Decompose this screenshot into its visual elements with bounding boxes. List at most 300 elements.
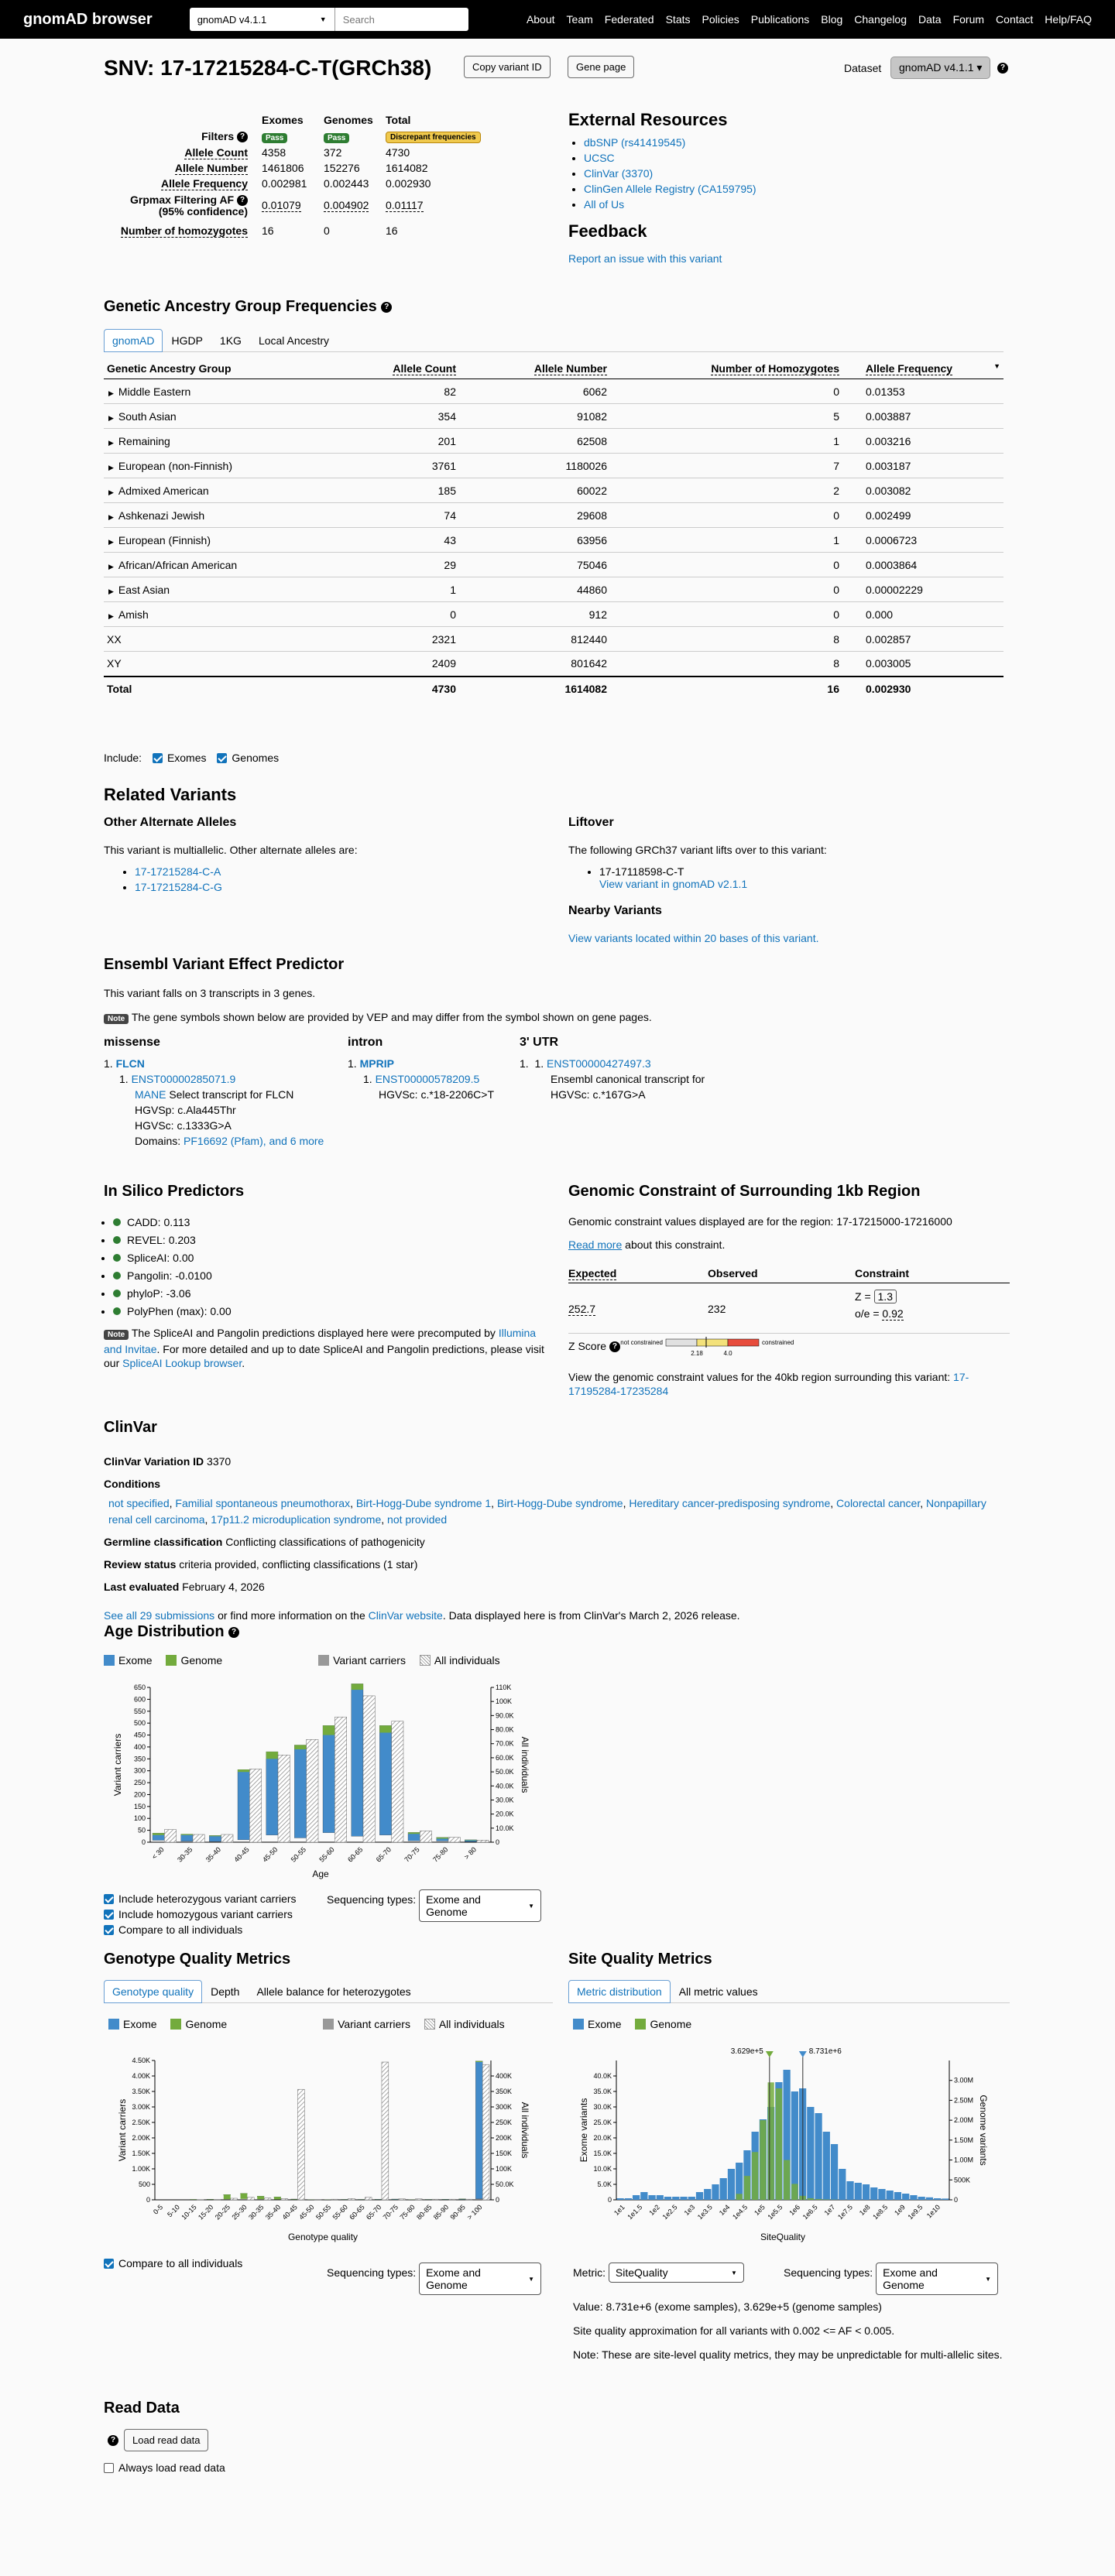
- legend-carriers-swatch: [318, 1655, 329, 1666]
- age-seq-type: Sequencing types: Exome and Genome ▼: [327, 1889, 541, 1922]
- y2-axis-label: Genome variants: [978, 2095, 989, 2166]
- y2-tick-label: 20.0K: [496, 1810, 514, 1818]
- region-link[interactable]: 17-17195284-17235284: [568, 1371, 969, 1397]
- x-tick-label: 60-65: [348, 2203, 366, 2221]
- x-tick-label: 70-75: [403, 1845, 421, 1864]
- x-tick-label: 75-80: [431, 1845, 450, 1864]
- always-load-row: Always load read data: [104, 2461, 225, 2474]
- y2-tick-label: 60.0K: [496, 1753, 514, 1762]
- external-link-item: [584, 183, 1002, 195]
- all-individuals-bar: [363, 1696, 375, 1842]
- tab-allele-balance-for-heterozygotes[interactable]: Allele balance for heterozygotes: [256, 1985, 411, 1998]
- report-issue-link[interactable]: Report an issue with this variant: [568, 252, 722, 265]
- ancestry-row[interactable]: ▶ Remaining 201 62508 1 0.003216: [104, 429, 1004, 454]
- x-tick-label: 90-95: [448, 2203, 467, 2221]
- x-tick-label: 65-70: [374, 1845, 393, 1864]
- feedback-title: Feedback: [568, 221, 647, 241]
- external-link-item: [584, 167, 1002, 180]
- y-tick-label: 10.0K: [593, 2165, 612, 2173]
- condition-link[interactable]: not provided: [387, 1513, 448, 1526]
- all-individuals-bar: [278, 1755, 290, 1842]
- condition-link[interactable]: not specified: [108, 1497, 170, 1509]
- tab-local-ancestry[interactable]: Local Ancestry: [258, 334, 329, 347]
- zscore-bar: Z Score ? not constrained constrained 2.18 4.0: [568, 1333, 1010, 1352]
- tab-gnomad[interactable]: gnomAD: [104, 329, 163, 352]
- y2-tick-label: 1.00M: [954, 2156, 974, 2164]
- genome-bar: [760, 2120, 766, 2200]
- exome-bar: [323, 1725, 334, 1832]
- condition-link[interactable]: Birt-Hogg-Dube syndrome 1: [355, 1497, 492, 1509]
- y-tick-label: 0: [146, 2196, 150, 2204]
- marker-label: 3.629e+5: [730, 2047, 763, 2056]
- y2-tick-label: 80.0K: [496, 1725, 514, 1734]
- y-tick-label: 150: [133, 1802, 146, 1810]
- expand-icon[interactable]: ▶: [108, 537, 114, 546]
- x-tick-label: 1e9: [893, 2203, 907, 2218]
- x-tick-label: 1e2: [647, 2203, 661, 2218]
- alt-allele-link[interactable]: 17-17215284-C-G: [135, 881, 222, 893]
- y2-tick-label: 200K: [496, 2134, 513, 2142]
- x-tick-label: 40-45: [232, 1845, 251, 1864]
- expand-icon[interactable]: ▶: [108, 463, 114, 471]
- status-dot-icon: [113, 1254, 121, 1262]
- include-genomes-checkbox[interactable]: [217, 753, 227, 763]
- nav-link-data[interactable]: Data: [918, 13, 942, 26]
- tab-metric-distribution[interactable]: Metric distribution: [568, 1980, 671, 2003]
- genome-bar: [815, 2199, 822, 2200]
- expand-icon[interactable]: ▶: [108, 488, 114, 496]
- y-axis-label: Exome variants: [578, 2098, 589, 2163]
- condition-link[interactable]: Colorectal cancer: [836, 1497, 921, 1509]
- all-individuals-bar: [281, 2198, 288, 2200]
- ancestry-row[interactable]: ▶ European (Finnish) 43 63956 1 0.0006723: [104, 528, 1004, 553]
- illumina-link[interactable]: Illumina and Invitae: [104, 1327, 537, 1355]
- ancestry-row[interactable]: ▶ Admixed American 185 60022 2 0.003082: [104, 478, 1004, 503]
- insilico-item: • CADD: 0.113: [113, 1216, 232, 1228]
- x-tick-label: 1e3.5: [695, 2203, 714, 2221]
- condition-link[interactable]: Nonpapillary renal cell carcinoma: [108, 1497, 986, 1526]
- copy-variant-id-button[interactable]: Copy variant ID: [464, 56, 551, 78]
- nearby-variants-link[interactable]: View variants located within 20 bases of this variant.: [568, 932, 819, 944]
- gq-legend: Exome Genome Variant carriers All individuals: [108, 2018, 558, 2030]
- y2-tick-label: 350K: [496, 2088, 513, 2095]
- nav-link-contact[interactable]: Contact: [996, 13, 1034, 26]
- nav-links: [515, 13, 1092, 26]
- expand-icon[interactable]: ▶: [108, 438, 114, 447]
- exome-bar: [657, 2195, 664, 2200]
- view-in-v2-link[interactable]: View variant in gnomAD v2.1.1: [599, 878, 748, 890]
- y-tick-label: 450: [133, 1731, 146, 1739]
- external-link[interactable]: ClinVar (3370): [584, 167, 654, 180]
- external-link-item: [584, 152, 1002, 164]
- y2-tick-label: 2.50M: [954, 2096, 974, 2105]
- y-tick-label: 500: [138, 2180, 150, 2188]
- x-tick-label: 35-40: [263, 2203, 283, 2221]
- exome-bar: [640, 2192, 647, 2200]
- exome-bar: [625, 2198, 632, 2200]
- other-alternate-alleles: Other Alternate Alleles This variant is multiallelic. Other alternate alleles are: • 17-17215284-C-A • 17-17215284-C-G: [104, 816, 537, 896]
- ancestry-title: Genetic Ancestry Group Frequencies ?: [104, 298, 392, 316]
- age-chart: [104, 1680, 553, 1881]
- all-individuals-bar: [482, 2064, 489, 2200]
- exome-bar: [823, 2132, 830, 2200]
- constraint-table: Expected Observed Constraint 252.7 232 Z = 1.3 o/e = 0.92: [568, 1264, 1010, 1327]
- gq-chart: [104, 2043, 553, 2245]
- nav-link-changelog[interactable]: Changelog: [854, 13, 907, 26]
- external-link-item: [584, 198, 1002, 211]
- marker-label: 8.731e+6: [808, 2047, 842, 2056]
- exome-bar: [942, 2198, 949, 2200]
- exome-bar: [831, 2144, 838, 2200]
- exome-bar: [617, 2198, 624, 2200]
- expand-icon[interactable]: ▶: [108, 587, 114, 595]
- grpmax-genomes[interactable]: 0.004902: [324, 198, 369, 211]
- th-allele-number[interactable]: Allele Number: [533, 362, 607, 375]
- nav-link-policies[interactable]: Policies: [702, 13, 739, 26]
- y-tick-label: 2.50K: [132, 2119, 150, 2126]
- svg-text:4.0: 4.0: [723, 1350, 732, 1357]
- exome-bar: [894, 2192, 901, 2200]
- genome-bar: [294, 1745, 306, 1749]
- x-tick-label: 1e8: [857, 2203, 872, 2218]
- x-tick-label: 70-75: [381, 2203, 400, 2221]
- external-link[interactable]: dbSNP (rs41419545): [584, 136, 686, 149]
- help-icon[interactable]: ?: [997, 63, 1008, 74]
- legend-genome-swatch: [166, 1655, 177, 1666]
- y-tick-label: 2.00K: [132, 2134, 150, 2142]
- navbar-dataset-value: gnomAD v4.1.1: [197, 13, 267, 26]
- x-tick-label: 20-25: [213, 2203, 232, 2221]
- all-individuals-bar: [449, 2199, 456, 2200]
- filter-badge-exomes: Pass: [262, 133, 287, 143]
- related-variants-title: Related Variants: [104, 785, 237, 804]
- th-homozygotes[interactable]: Number of Homozygotes: [711, 362, 839, 375]
- see-submissions-link[interactable]: See all 29 submissions: [104, 1609, 215, 1622]
- navbar: [0, 0, 1115, 39]
- nav-link-publications[interactable]: Publications: [750, 13, 810, 26]
- y-tick-label: 50: [137, 1826, 146, 1834]
- x-tick-label: 30-35: [176, 1845, 194, 1864]
- condition-link[interactable]: Birt-Hogg-Dube syndrome: [496, 1497, 623, 1509]
- nav-link-blog[interactable]: Blog: [821, 13, 843, 26]
- all-individuals-bar: [432, 2199, 439, 2200]
- exome-bar: [266, 1752, 278, 1835]
- read-more-link[interactable]: Read more: [568, 1238, 623, 1251]
- ancestry-row[interactable]: ▶ South Asian 354 91082 5 0.003887: [104, 404, 1004, 429]
- page-title: SNV: 17-17215284-C-T(GRCh38): [104, 56, 432, 80]
- genome-bar: [209, 1835, 221, 1836]
- navbar-search-group: [190, 8, 468, 31]
- insilico-list: [113, 1211, 232, 1323]
- age-compare-checkbox[interactable]: [104, 1925, 114, 1935]
- exome-bar: [870, 2187, 877, 2200]
- constraint-region: View the genomic constraint values for the 40kb region surrounding this variant: 17-17195284-17235284: [568, 1371, 969, 1397]
- age-help-icon[interactable]: ?: [228, 1627, 239, 1638]
- x-tick-label: 1e5: [753, 2203, 767, 2218]
- all-individuals-bar: [297, 2089, 304, 2200]
- y-tick-label: 15.0K: [593, 2150, 612, 2157]
- ancestry-tabs: [104, 329, 1004, 352]
- condition-link[interactable]: Hereditary cancer-predisposing syndrome: [629, 1497, 831, 1509]
- status-dot-icon: [113, 1218, 121, 1226]
- nav-link-help-faq[interactable]: Help/FAQ: [1045, 13, 1092, 26]
- genome-bar: [752, 2152, 758, 2200]
- ancestry-row[interactable]: ▶ African/African American 29 75046 0 0.0003864: [104, 553, 1004, 577]
- tab-1kg[interactable]: 1KG: [219, 334, 242, 347]
- exome-bar: [846, 2181, 853, 2200]
- y-tick-label: 4.00K: [132, 2072, 150, 2080]
- dataset-selector-button[interactable]: gnomAD v4.1.1 ▾: [890, 57, 990, 79]
- dataset-label: Dataset: [844, 62, 882, 74]
- grpmax-exomes[interactable]: 0.01079: [262, 198, 301, 211]
- x-tick-label: 1e1: [612, 2203, 626, 2218]
- all-individuals-bar: [392, 1721, 403, 1842]
- tab-all-metric-values[interactable]: All metric values: [678, 1985, 758, 1998]
- all-individuals-bar: [221, 1834, 233, 1842]
- exome-bar: [926, 2197, 933, 2200]
- y-axis-label: Variant carriers: [117, 2098, 128, 2162]
- all-individuals-bar: [348, 2198, 355, 2200]
- y2-tick-label: 10.0K: [496, 1824, 514, 1832]
- clinvar-website-link[interactable]: ClinVar website: [368, 1609, 443, 1622]
- load-read-data-button[interactable]: Load read data: [124, 2429, 208, 2451]
- exome-bar: [839, 2169, 846, 2200]
- all-individuals-bar: [382, 2062, 389, 2200]
- read-data-title: Read Data: [104, 2400, 180, 2417]
- domains-link[interactable]: PF16692 (Pfam), and 6 more: [184, 1135, 324, 1147]
- exome-bar: [791, 2091, 798, 2200]
- gq-seq-type-select[interactable]: Exome and Genome ▼: [419, 2263, 541, 2295]
- exome-bar: [379, 1725, 391, 1835]
- age-checks: Include heterozygous variant carriers Include homozygous variant carriers Compare to all individuals: [104, 1891, 297, 1937]
- exome-bar: [680, 2197, 687, 2200]
- ancestry-row[interactable]: ▶ East Asian 1 44860 0 0.00002229: [104, 577, 1004, 602]
- y-tick-label: 350: [133, 1755, 146, 1763]
- marker-arrow-icon: [766, 2051, 774, 2057]
- external-link[interactable]: ClinGen Allele Registry (CA159795): [584, 183, 756, 195]
- sq-seq-type-select[interactable]: Exome and Genome ▼: [876, 2263, 998, 2295]
- nav-link-about[interactable]: About: [526, 13, 555, 26]
- x-tick-label: < 30: [150, 1845, 166, 1861]
- x-tick-label: > 100: [465, 2203, 484, 2221]
- expand-icon[interactable]: ▶: [108, 611, 114, 620]
- ancestry-row[interactable]: ▶ Amish 0 912 0 0.000: [104, 602, 1004, 627]
- gene-mprip-link[interactable]: MPRIP: [359, 1057, 394, 1070]
- expand-icon[interactable]: ▶: [108, 389, 114, 397]
- gq-tabs: [104, 1980, 553, 2003]
- constraint-read-more: Read more about this constraint.: [568, 1238, 726, 1251]
- tab-hgdp[interactable]: HGDP: [171, 334, 203, 347]
- y2-axis-label: All individuals: [520, 2102, 530, 2159]
- ancestry-row: XX 2321 812440 8 0.002857: [104, 627, 1004, 652]
- spliceai-lookup-link[interactable]: SpliceAI Lookup browser: [122, 1357, 242, 1369]
- vep-title: Ensembl Variant Effect Predictor: [104, 956, 345, 973]
- external-resources-title: External Resources: [568, 110, 728, 129]
- include-exomes-checkbox[interactable]: [153, 753, 163, 763]
- y-tick-label: 500: [133, 1719, 146, 1728]
- genome-bar: [823, 2199, 829, 2200]
- always-load-checkbox[interactable]: [104, 2463, 114, 2473]
- ancestry-row[interactable]: ▶ European (non-Finnish) 3761 1180026 7 0.003187: [104, 454, 1004, 478]
- navbar-dataset-select[interactable]: [190, 8, 335, 31]
- tx-mprip-link[interactable]: ENST00000578209.5: [375, 1073, 480, 1085]
- exome-bar: [807, 2107, 814, 2200]
- mane-link[interactable]: MANE: [135, 1088, 166, 1101]
- y2-tick-label: 40.0K: [496, 1782, 514, 1790]
- constraint-title: Genomic Constraint of Surrounding 1kb Region: [568, 1183, 921, 1200]
- y-tick-label: 3.00K: [132, 2103, 150, 2111]
- exome-bar: [672, 2197, 679, 2200]
- ancestry-row: XY 2409 801642 8 0.003005: [104, 652, 1004, 677]
- y2-tick-label: 0: [496, 2196, 500, 2204]
- genome-bar: [224, 2194, 231, 2199]
- y2-tick-label: 0: [496, 1838, 500, 1846]
- ancestry-help-icon[interactable]: ?: [381, 302, 392, 313]
- all-individuals-bar: [249, 1769, 261, 1842]
- x-tick-label: 60-65: [346, 1845, 365, 1864]
- constraint-text: Genomic constraint values displayed are for the region: 17-17215000-17216000: [568, 1215, 952, 1228]
- condition-link[interactable]: 17p11.2 microduplication syndrome: [211, 1513, 382, 1526]
- col-genomes: Genomes: [324, 114, 373, 126]
- genome-bar: [257, 2196, 264, 2199]
- zscore-help-icon[interactable]: ?: [609, 1341, 620, 1352]
- y2-tick-label: 3.00M: [954, 2076, 974, 2084]
- exome-bar: [863, 2184, 870, 2200]
- y-tick-label: 20.0K: [593, 2134, 612, 2142]
- age-seq-type-select[interactable]: Exome and Genome ▼: [419, 1889, 541, 1922]
- nav-link-forum[interactable]: Forum: [952, 13, 985, 26]
- marker-arrow-icon: [799, 2051, 807, 2057]
- y-tick-label: 400: [133, 1742, 146, 1751]
- nav-link-stats[interactable]: Stats: [665, 13, 691, 26]
- sq-note-text: Note: These are site-level quality metrics, they may be unpredictable for multi-allelic sites.: [573, 2348, 1003, 2361]
- ancestry-row[interactable]: ▶ Ashkenazi Jewish 74 29608 0 0.002499: [104, 503, 1004, 528]
- x-tick-label: 15-20: [197, 2203, 215, 2221]
- expand-icon[interactable]: ▶: [108, 562, 114, 570]
- y-tick-label: 1.00K: [132, 2165, 150, 2173]
- svg-text:not constrained: not constrained: [620, 1339, 663, 1346]
- x-tick-label: 1e9.5: [906, 2203, 925, 2221]
- tab-depth[interactable]: Depth: [211, 1985, 240, 1998]
- th-allele-frequency[interactable]: Allele Frequency: [866, 362, 953, 375]
- svg-text:constrained: constrained: [762, 1339, 794, 1346]
- x-tick-label: 5-10: [166, 2203, 181, 2219]
- legend-exome-swatch: [104, 1655, 115, 1666]
- exome-bar: [934, 2198, 941, 2200]
- alt-allele-link[interactable]: 17-17215284-C-A: [135, 865, 221, 878]
- tx-flcn-link[interactable]: ENST00000285071.9: [131, 1073, 236, 1085]
- y2-tick-label: 50.0K: [496, 1768, 514, 1776]
- sq-value-text: Value: 8.731e+6 (exome samples), 3.629e+5 (genome samples): [573, 2300, 882, 2313]
- x-tick-label: 1e6: [787, 2203, 802, 2218]
- expand-icon[interactable]: ▶: [108, 413, 114, 422]
- z-score-value[interactable]: 1.3: [874, 1290, 897, 1303]
- ancestry-table: [104, 358, 1004, 701]
- y-tick-label: 5.0K: [597, 2180, 612, 2188]
- gene-flcn-link[interactable]: FLCN: [115, 1057, 145, 1070]
- y-tick-label: 600: [133, 1695, 146, 1704]
- all-individuals-bar: [264, 2198, 271, 2200]
- x-axis-label: Age: [312, 1869, 329, 1879]
- gq-compare-checkbox[interactable]: [104, 2259, 114, 2269]
- liftover: Liftover The following GRCh37 variant lifts over to this variant: • 17-17118598-C-T View variant in gnomAD v2.1.1 Nearby Variants View variants located within 20 bases of this variant.: [568, 816, 1002, 944]
- y2-tick-label: 0: [954, 2196, 959, 2204]
- sort-desc-icon: ▼: [993, 362, 1000, 370]
- tx-3utr-link[interactable]: ENST00000427497.3: [547, 1057, 651, 1070]
- genome-bar: [736, 2194, 743, 2200]
- vep-intron: intron 1. MPRIP 1. ENST00000578209.5 HGVSc: c.*18-2206C>T: [348, 1036, 495, 1101]
- expand-icon[interactable]: ▶: [108, 512, 114, 521]
- nav-link-team[interactable]: Team: [566, 13, 593, 26]
- y2-tick-label: 90.0K: [496, 1711, 514, 1720]
- condition-link[interactable]: Familial spontaneous pneumothorax: [175, 1497, 351, 1509]
- filters-help-icon[interactable]: ?: [237, 132, 248, 142]
- x-tick-label: > 80: [462, 1845, 479, 1861]
- summary-table: Exomes Genomes Total Filters ? Pass Pass Discrepant frequencies Allele Count 4358 372 4730 Allele Number 1461806 152276 1614082 Allele Frequency 0.002981 0.002443 0.002930 Grpmax Filtering AF ? (95% confidence) 0.01079 0.004902 0.01117 Number of homozygotes 16 0 16: [104, 112, 522, 238]
- x-tick-label: 1e3: [682, 2203, 697, 2218]
- gene-page-button[interactable]: Gene page: [568, 56, 634, 78]
- th-allele-count[interactable]: Allele Count: [393, 362, 456, 375]
- insilico-item: • SpliceAI: 0.00: [113, 1252, 232, 1264]
- all-individuals-bar: [231, 2198, 238, 2200]
- exome-bar: [720, 2178, 727, 2200]
- exome-bar: [696, 2192, 703, 2200]
- sq-seq-type: Sequencing types: Exome and Genome ▼: [784, 2263, 998, 2295]
- exome-bar: [209, 1835, 221, 1841]
- sq-metric-select[interactable]: SiteQuality ▼: [609, 2263, 744, 2283]
- hom-carriers-checkbox[interactable]: [104, 1910, 114, 1920]
- external-link[interactable]: All of Us: [584, 198, 625, 211]
- read-data-help-icon[interactable]: ?: [108, 2435, 118, 2446]
- genome-bar: [791, 2184, 798, 2200]
- nav-link-federated[interactable]: Federated: [604, 13, 654, 26]
- include-checkboxes: Include: Exomes Genomes: [104, 752, 280, 764]
- grpmax-total[interactable]: 0.01117: [386, 198, 424, 211]
- external-link[interactable]: UCSC: [584, 152, 615, 164]
- ancestry-row[interactable]: ▶ Middle Eastern 82 6062 0 0.01353: [104, 379, 1004, 404]
- vep-text: This variant falls on 3 transcripts in 3 genes.: [104, 987, 316, 999]
- exome-bar: [728, 2169, 735, 2200]
- sq-legend: Exome Genome: [573, 2018, 691, 2030]
- genome-bar: [808, 2198, 814, 2200]
- age-legend: Exome Genome Variant carriers All individuals: [104, 1654, 553, 1667]
- summary-row: Allele Number 1461806 152276 1614082: [174, 162, 428, 174]
- y-tick-label: 1.50K: [132, 2150, 150, 2157]
- status-dot-icon: [113, 1236, 121, 1244]
- sq-approx-text: Site quality approximation for all variants with 0.002 <= AF < 0.005.: [573, 2324, 895, 2337]
- filter-badge-total[interactable]: Discrepant frequencies: [386, 132, 481, 143]
- status-dot-icon: [113, 1290, 121, 1297]
- tab-genotype-quality[interactable]: Genotype quality: [104, 1980, 202, 2003]
- x-tick-label: 80-85: [415, 2203, 434, 2221]
- navbar-search-input[interactable]: Search: [342, 13, 375, 26]
- x-tick-label: 1e1.5: [626, 2203, 644, 2221]
- insilico-item: • REVEL: 0.203: [113, 1234, 232, 1246]
- het-carriers-checkbox[interactable]: [104, 1894, 114, 1904]
- gq-title: Genotype Quality Metrics: [104, 1951, 291, 1968]
- x-tick-label: 55-60: [317, 1845, 336, 1864]
- main-content: [0, 39, 1115, 2576]
- exome-bar: [910, 2195, 917, 2200]
- th-group[interactable]: Genetic Ancestry Group: [104, 358, 351, 379]
- y2-tick-label: 1.50M: [954, 2136, 974, 2144]
- status-dot-icon: [113, 1307, 121, 1315]
- summary-row: Allele Count 4358 372 4730: [184, 146, 410, 159]
- x-tick-label: 1e2.5: [660, 2203, 679, 2221]
- exome-bar: [294, 1745, 306, 1838]
- site-logo[interactable]: gnomAD browser: [23, 10, 153, 28]
- exome-bar: [855, 2183, 862, 2200]
